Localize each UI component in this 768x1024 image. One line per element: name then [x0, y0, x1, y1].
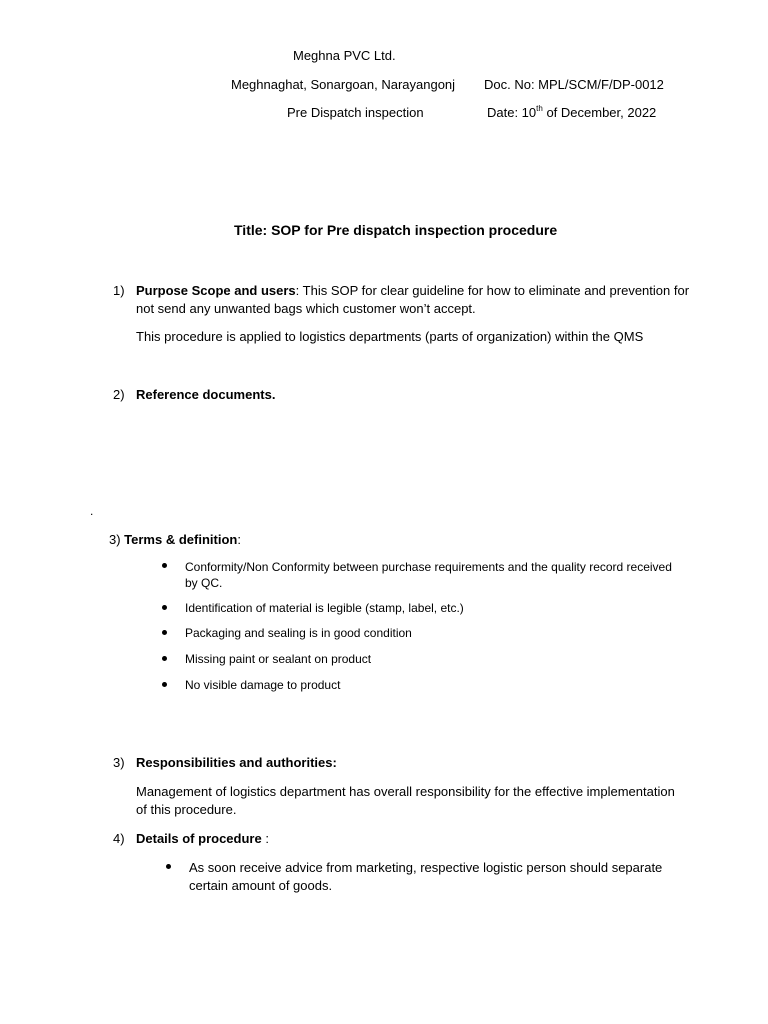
section-4-heading-line [136, 830, 269, 848]
section-3-terms [109, 531, 241, 549]
section-1-heading: Purpose Scope and users [136, 283, 296, 298]
terms-item-1-line1: Conformity/Non Conformity between purchase requirements and the quality record received [185, 560, 672, 574]
section-1-text: : This SOP for clear guideline for how to eliminate and prevention for [295, 283, 690, 298]
document-date [487, 104, 656, 122]
section-1-scope-paragraph: This procedure is applied to logistics departments (parts of organization) within the QMS [136, 329, 644, 344]
section-1-line1 [136, 282, 689, 300]
terms-item-4: Missing paint or sealant on product [185, 652, 372, 666]
terms-colon: : [237, 532, 241, 547]
bullet-icon [162, 605, 167, 610]
terms-item-3: Packaging and sealing is in good condition [185, 626, 412, 640]
section-4-heading: Details of procedure [136, 831, 262, 846]
terms-number: 3) [109, 532, 125, 547]
document-title: Title: SOP for Pre dispatch inspection procedure [234, 222, 558, 238]
company-address: Meghnaghat, Sonargoan, Narayangonj [231, 77, 456, 92]
terms-heading: Terms & definition [124, 532, 238, 547]
stray-dot: . [90, 504, 94, 518]
bullet-icon [162, 656, 167, 661]
terms-item-5: No visible damage to product [185, 678, 341, 692]
section-4-colon: : [261, 831, 269, 846]
department: Pre Dispatch inspection [287, 105, 424, 120]
terms-item-2: Identification of material is legible (stamp, label, etc.) [185, 601, 464, 615]
company-name: Meghna PVC Ltd. [293, 48, 396, 63]
section-4-number: 4) [113, 831, 125, 846]
doc-number: Doc. No: MPL/SCM/F/DP-0012 [484, 77, 664, 92]
date-prefix: Date: 10 [487, 105, 537, 120]
bullet-icon [166, 864, 171, 869]
section-resp-line1: Management of logistics department has overall responsibility for the effective implementation [136, 784, 675, 799]
section-resp-heading: Responsibilities and authorities: [136, 755, 337, 770]
section-2-number: 2) [113, 387, 125, 402]
terms-item-1-line2: by QC. [185, 576, 223, 590]
bullet-icon [162, 630, 167, 635]
section-1-number: 1) [113, 283, 125, 298]
bullet-icon [162, 563, 167, 568]
date-suffix: of December, 2022 [542, 105, 657, 120]
section-resp-number: 3) [113, 755, 125, 770]
details-item-line2: certain amount of goods. [189, 878, 333, 893]
details-item-line1: As soon receive advice from marketing, respective logistic person should separate [189, 860, 663, 875]
section-resp-line2: of this procedure. [136, 802, 237, 817]
bullet-icon [162, 682, 167, 687]
date-superscript: th [536, 104, 543, 113]
section-2-heading: Reference documents. [136, 387, 276, 402]
section-1-line2: not send any unwanted bags which customer won’t accept. [136, 301, 476, 316]
